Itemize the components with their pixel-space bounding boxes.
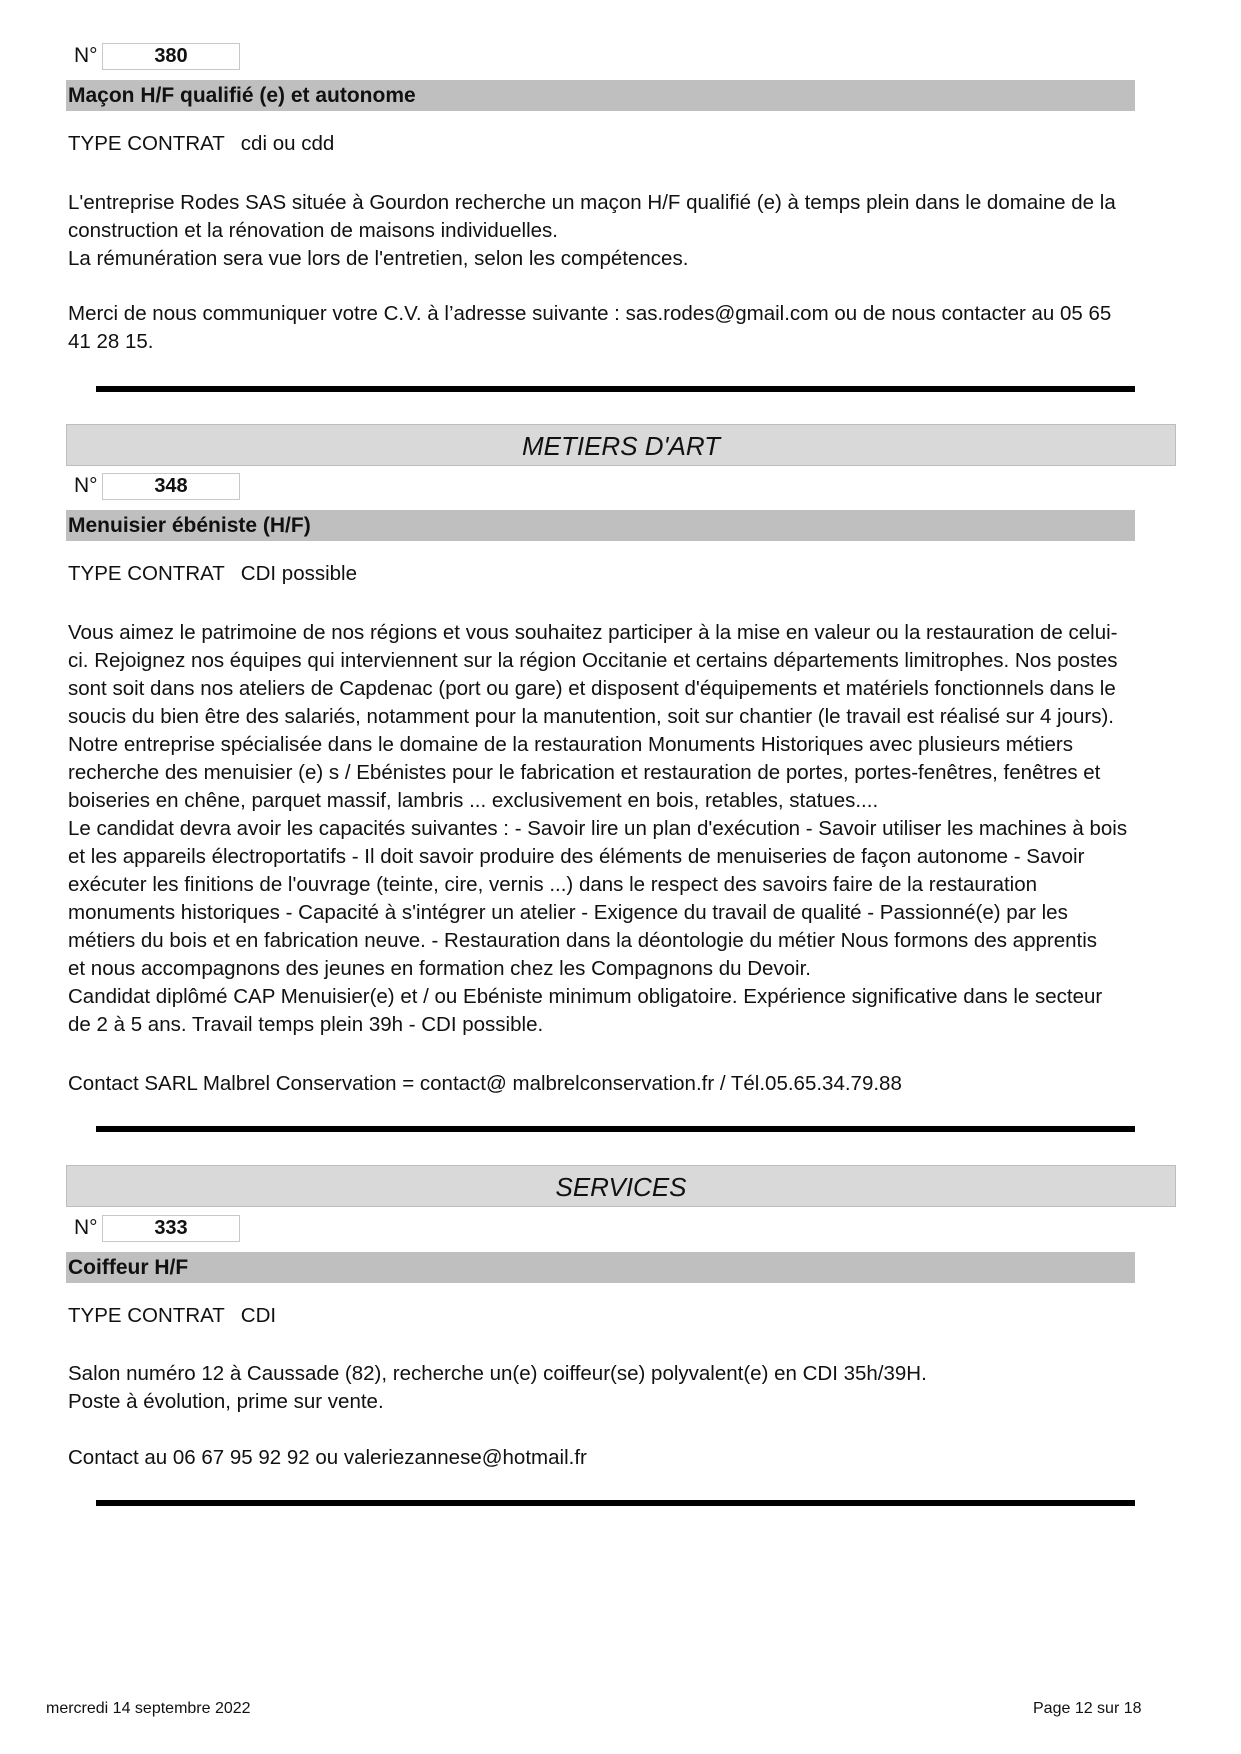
separator-rule [96, 386, 1135, 392]
job-contact: Contact au 06 67 95 92 92 ou valeriezannese@hotmail.fr [68, 1446, 587, 1469]
contract-type-value: cdi ou cdd [240, 132, 335, 155]
section-header-services: SERVICES [66, 1165, 1176, 1207]
job-title: Menuisier ébéniste (H/F) [66, 510, 1135, 541]
job-description: L'entreprise Rodes SAS située à Gourdon recherche un maçon H/F qualifié (e) à temps plein dans le domaine de la construction et la rénovation de maisons individuelles. La rémunération sera vue lors de l'entretien, selon les compétences. [68, 191, 1116, 270]
job-number: 333 [102, 1215, 240, 1242]
contract-type [68, 1302, 276, 1330]
contract-type-label: TYPE CONTRAT [68, 1304, 225, 1327]
contract-type-label: TYPE CONTRAT [68, 562, 225, 585]
job-number-label: N° [74, 474, 98, 497]
job-contact: Merci de nous communiquer votre C.V. à l’adresse suivante : sas.rodes@gmail.com ou de nous contacter au 05 65 41 28 15. [68, 302, 1112, 353]
contract-type-value: CDI [240, 1304, 277, 1327]
separator-rule [96, 1126, 1135, 1132]
footer-page-number: Page 12 sur 18 [1033, 1700, 1142, 1717]
job-description: Salon numéro 12 à Caussade (82), recherche un(e) coiffeur(se) polyvalent(e) en CDI 35h/39H. Poste à évolution, prime sur vente. [68, 1362, 927, 1413]
job-contact: Contact SARL Malbrel Conservation = contact@ malbrelconservation.fr / Tél.05.65.34.79.88 [68, 1072, 902, 1095]
job-description: Vous aimez le patrimoine de nos régions et vous souhaitez participer à la mise en valeur ou la restauration de celui- ci. Rejoignez nos équipes qui interviennent sur la région Occitanie et certains départements limitrophes. Nos postes sont soit dans nos ateliers de Capdenac (port ou gare) et disposent d'équipements et matériels fonctionnels dans le soucis du bien être des salariés, notamment pour la manutention, soit sur chantier (le travail est réalisé sur 4 jours). Notre entreprise spécialisée dans le domaine de la restauration Monuments Historiques avec plusieurs métiers recherche des menuisier (e) s / Ebénistes pour le fabrication et restauration de portes, portes-fenêtres, fenêtres et boiseries en chêne, parquet massif, lambris ... exclusivement en bois, retables, statues.... Le candidat devra avoir les capacités suivantes : - Savoir lire un plan d'exécution - Savoir utiliser les machines à bois et les appareils électroportatifs - Il doit savoir produire des éléments de menuiseries de façon autonome - Savoir exécuter les finitions de l'ouvrage (teinte, cire, vernis ...) dans le respect des savoirs faire de la restauration monuments historiques - Capacité à s'intégrer un atelier - Exigence du travail de qualité - Passionné(e) par les métiers du bois et en fabrication neuve. - Restauration dans la déontologie du métier Nous formons des apprentis et nous accompagnons des jeunes en formation chez les Compagnons du Devoir. Candidat diplômé CAP Menuisier(e) et / ou Ebéniste minimum obligatoire. Expérience significative dans le secteur de 2 à 5 ans. Travail temps plein 39h - CDI possible. [68, 621, 1128, 1036]
job-title: Coiffeur H/F [66, 1252, 1135, 1283]
job-title: Maçon H/F qualifié (e) et autonome [66, 80, 1135, 111]
footer-date: mercredi 14 septembre 2022 [46, 1700, 251, 1717]
job-number-label: N° [74, 1216, 98, 1239]
separator-rule [96, 1500, 1135, 1506]
section-header-metiers-art: METIERS D'ART [66, 424, 1176, 466]
job-number: 348 [102, 473, 240, 500]
contract-type [68, 130, 334, 158]
job-number: 380 [102, 43, 240, 70]
contract-type-label: TYPE CONTRAT [68, 132, 225, 155]
job-number-label: N° [74, 44, 98, 67]
contract-type [68, 560, 357, 588]
contract-type-value: CDI possible [240, 562, 358, 585]
